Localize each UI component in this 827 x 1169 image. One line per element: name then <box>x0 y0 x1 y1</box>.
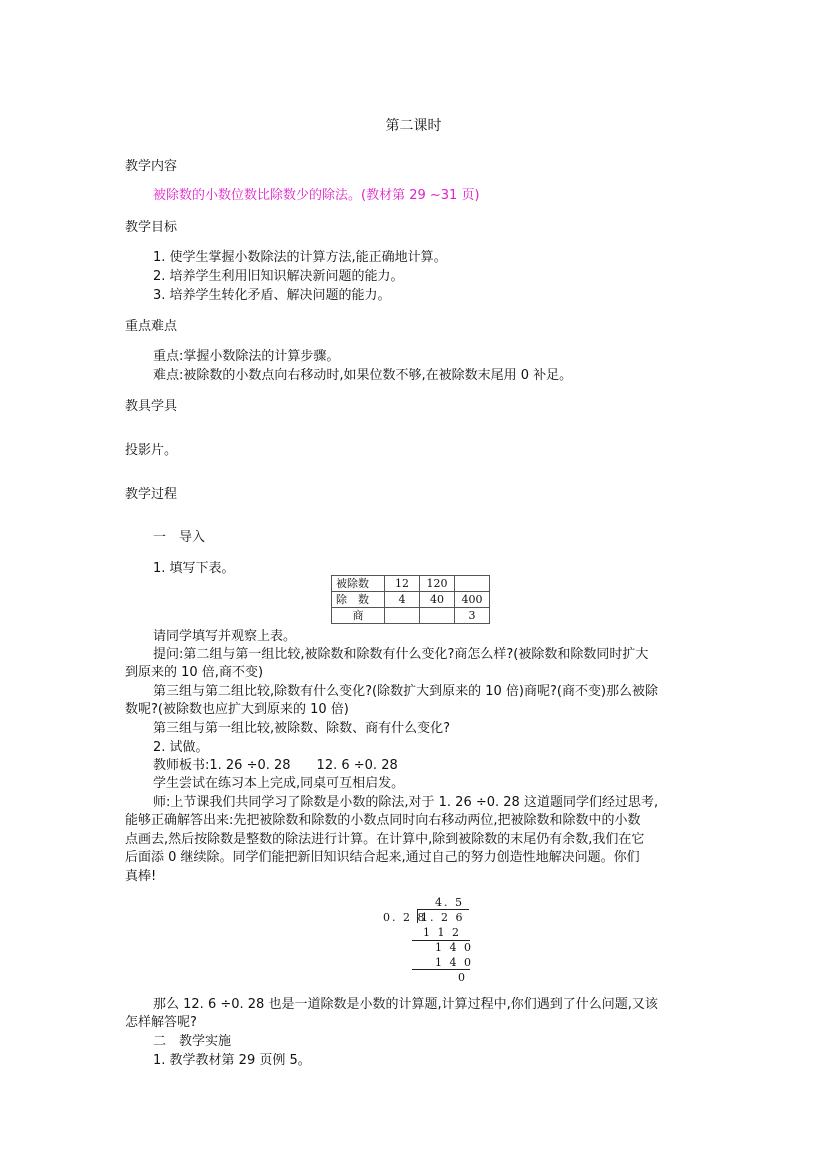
table-cell: 除 数 <box>332 592 385 608</box>
part2-title: 二 教学实施 <box>153 1034 232 1049</box>
table-cell: 40 <box>420 592 455 608</box>
step-1: 1. 填写下表。 <box>153 561 235 576</box>
divisor: 0. 2 8 <box>383 911 427 924</box>
paragraph-line: 到原来的 10 倍,商不变) <box>125 665 264 680</box>
tools-text: 投影片。 <box>125 443 178 458</box>
paragraph-line: 数呢?(被除数也应扩大到原来的 10 倍) <box>125 702 349 717</box>
paragraph-line: 师:上节课我们共同学习了除数是小数的除法,对于 1. 26 ÷0. 28 这道题同学们经过思考, <box>153 795 659 810</box>
paragraph-line: 第三组与第一组比较,被除数、除数、商有什么变化? <box>153 721 451 736</box>
key-point: 重点:掌握小数除法的计算步骤。 <box>153 349 340 364</box>
table-cell: 120 <box>420 576 455 592</box>
quotient: 4. 5 <box>435 896 464 909</box>
goal-item: 3. 培养学生转化矛盾、解决问题的能力。 <box>153 288 391 303</box>
table-cell: 商 <box>332 608 385 624</box>
content-text: 被除数的小数位数比除数少的除法。(教材第 29 ~31 页) <box>153 188 480 203</box>
heading-goals: 教学目标 <box>125 220 178 235</box>
paragraph-line: 能够正确解答出来:先把被除数和除数的小数点同时向右移动两位,把被除数和除数中的小数 <box>125 813 641 828</box>
part1-title: 一 导入 <box>153 530 206 545</box>
table-row <box>332 576 490 592</box>
goal-item: 1. 使学生掌握小数除法的计算方法,能正确地计算。 <box>153 250 447 265</box>
paragraph-line: 那么 12. 6 ÷0. 28 也是一道除数是小数的计算题,计算过程中,你们遇到了什么问题,又该 <box>153 997 658 1012</box>
table-cell: 12 <box>385 576 420 592</box>
part2-step: 1. 教学教材第 29 页例 5。 <box>153 1053 311 1068</box>
table-row <box>332 608 490 624</box>
paragraph-line: 第三组与第二组比较,除数有什么变化?(除数扩大到原来的 10 倍)商呢?(商不变)那么被除 <box>153 684 659 699</box>
key-point: 难点:被除数的小数点向右移动时,如果位数不够,在被除数末尾用 0 补足。 <box>153 368 573 383</box>
heading-content: 教学内容 <box>125 159 178 174</box>
table-cell <box>455 576 490 592</box>
subtract-step: 1 1 2 <box>423 926 461 939</box>
table-cell: 3 <box>455 608 490 624</box>
table-row <box>332 592 490 608</box>
subtract-step: 1 4 0 <box>435 956 473 969</box>
remainder-step: 1 4 0 <box>435 941 473 954</box>
paragraph-line: 怎样解答呢? <box>125 1015 197 1030</box>
table-cell: 被除数 <box>332 576 385 592</box>
table-cell: 4 <box>385 592 420 608</box>
table-cell <box>385 608 420 624</box>
dividend: 1. 2 6 <box>421 911 465 924</box>
data-table <box>331 575 490 624</box>
paragraph-line: 后面添 0 继续除。同学们能把新旧知识结合起来,通过自己的努力创造性地解决问题。你们 <box>125 850 640 865</box>
heading-tools: 教具学具 <box>125 399 178 414</box>
paragraph-line: 教师板书:1. 26 ÷0. 28 12. 6 ÷0. 28 <box>153 758 398 773</box>
paragraph-line: 2. 试做。 <box>153 740 209 755</box>
table-cell <box>420 608 455 624</box>
paragraph-line: 学生尝试在练习本上完成,同桌可互相启发。 <box>153 776 405 791</box>
paragraph-line: 真棒! <box>125 869 157 884</box>
paragraph-line: 点画去,然后按除数是整数的除法进行计算。在计算中,除到被除数的末尾仍有余数,我们在它 <box>125 832 645 847</box>
paragraph-line: 提问:第二组与第一组比较,被除数和除数有什么变化?商怎么样?(被除数和除数同时扩大 <box>153 647 649 662</box>
paragraph-line: 请同学填写并观察上表。 <box>153 629 297 644</box>
heading-key-points: 重点难点 <box>125 319 178 334</box>
goal-item: 2. 培养学生利用旧知识解决新问题的能力。 <box>153 269 404 284</box>
division-bar <box>417 909 469 910</box>
remainder: 0 <box>458 971 467 984</box>
table-cell: 400 <box>455 592 490 608</box>
page-title: 第二课时 <box>385 118 442 134</box>
rule-line <box>412 969 470 970</box>
heading-process: 教学过程 <box>125 487 178 502</box>
